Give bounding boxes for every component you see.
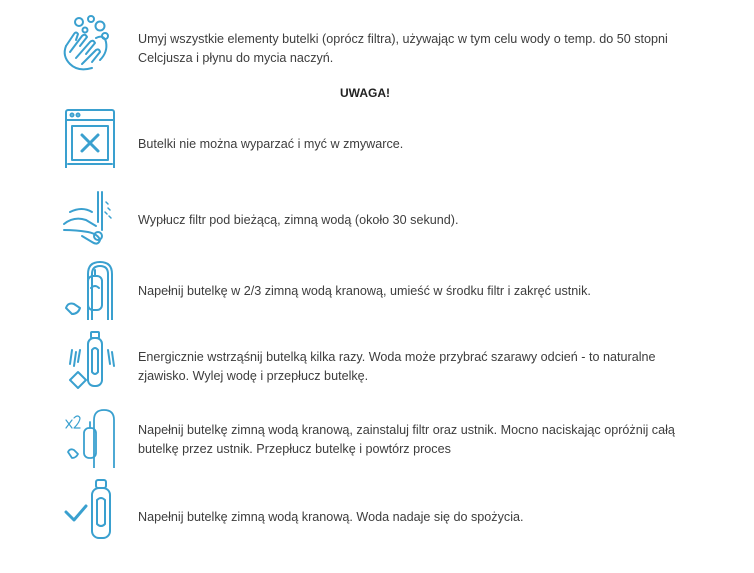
step-text: Napełnij butelkę zimną wodą kranową. Woda nadaje się do spożycia. [138,510,524,524]
step-text: Wypłucz filtr pod bieżącą, zimną wodą (około 30 sekund). [138,213,459,227]
dishwasher-no-icon [58,106,120,168]
shake-bottle-icon [58,328,120,390]
step-text: Napełnij butelkę w 2/3 zimną wodą kranową, umieść w środku filtr i zakręć ustnik. [138,284,591,298]
rinse-filter-icon [58,190,120,252]
step-text: Butelki nie można wyparzać i myć w zmywarce. [138,137,404,151]
hands-washing-icon [58,12,120,74]
fill-bottle-icon [58,258,120,320]
warning-heading: UWAGA! [340,86,390,100]
fill-repeat-x2-icon [58,406,120,468]
step-text: Umyj wszystkie elementy butelki (oprócz filtra), używając w tym celu wody o temp. do 50 stopni Celcjusza i płynu do mycia naczyń. [138,32,668,65]
step-text: Energicznie wstrząśnij butelką kilka razy. Woda może przybrać szarawy odcień - to naturalne zjawisko. Wylej wodę i przepłucz butelkę. [138,350,656,383]
step-text: Napełnij butelkę zimną wodą kranową, zainstaluj filtr oraz ustnik. Mocno naciskając opróżnij całą butelkę przez ustnik. Przepłucz butelkę i powtórz proces [138,423,675,456]
bottle-ready-check-icon [58,478,120,540]
